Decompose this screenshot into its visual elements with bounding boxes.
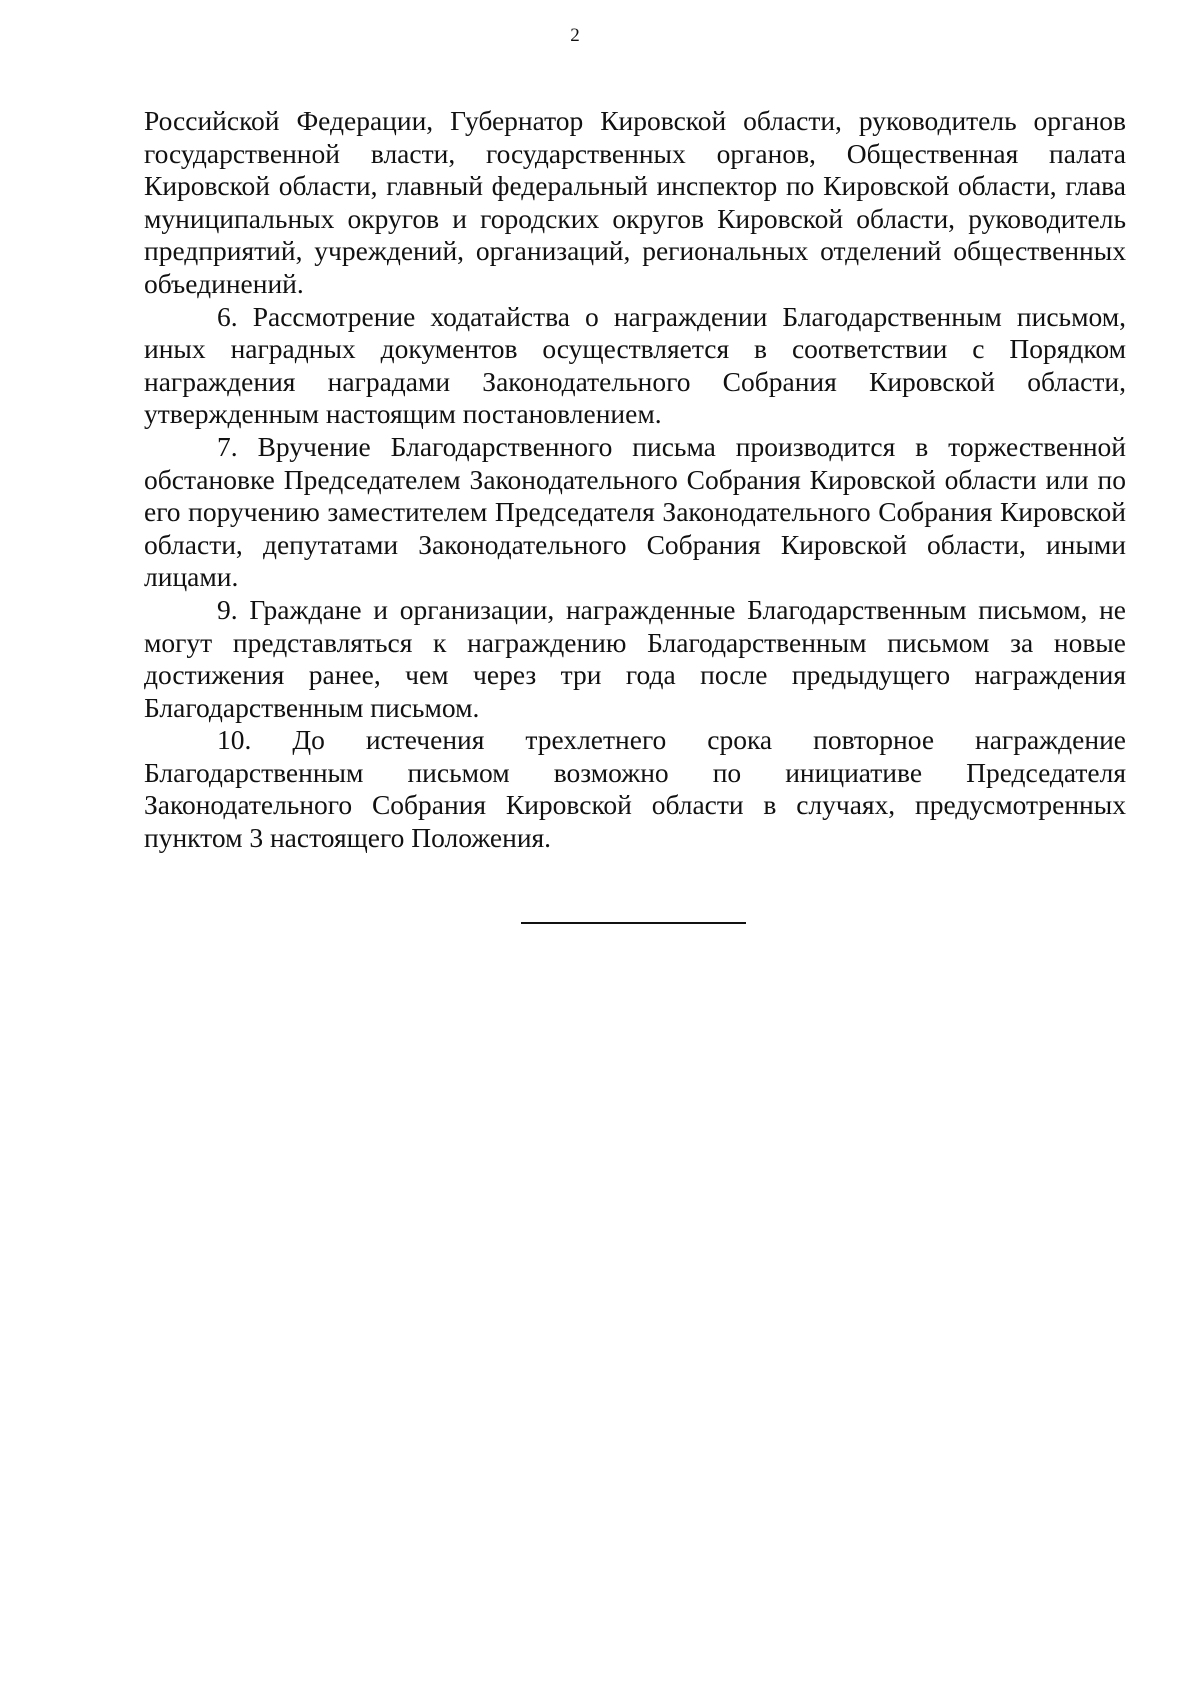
paragraph-item-10: 10. До истечения трехлетнего срока повторное награждение Благодарственным письмом возможно по инициативе Председателя Законодательного Собрания Кировской области в случаях, предусмотренных пунктом 3 настоящего Положения. xyxy=(144,724,1126,854)
paragraph-item-6: 6. Рассмотрение ходатайства о награждении Благодарственным письмом, иных наградных документов осуществляется в соответствии с Порядком награждения наградами Законодательного Собрания Кировской области, утвержденным настоящим постановлением. xyxy=(144,300,1126,430)
document-body xyxy=(144,105,1126,855)
paragraph-item-9: 9. Граждане и организации, награжденные Благодарственным письмом, не могут представляться к награждению Благодарственным письмом за новые достижения ранее, чем через три года после предыдущего награждения Благодарственным письмом. xyxy=(144,593,1126,723)
end-of-document-rule xyxy=(521,922,746,924)
paragraph-item-7: 7. Вручение Благодарственного письма производится в торжественной обстановке Председателем Законодательного Собрания Кировской области или по его поручению заместителем Председателя Законодательного Собрания Кировской области, депутатами Законодательного Собрания Кировской области, иными лицами. xyxy=(144,430,1126,593)
paragraph-continuation: Российской Федерации, Губернатор Кировской области, руководитель органов государственной власти, государственных органов, Общественная палата Кировской области, главный федеральный инспектор по Кировской области, глава муниципальных округов и городских округов Кировской области, руководитель предприятий, учреждений, организаций, региональных отделений общественных объединений. xyxy=(144,105,1126,299)
page-number: 2 xyxy=(570,25,580,46)
